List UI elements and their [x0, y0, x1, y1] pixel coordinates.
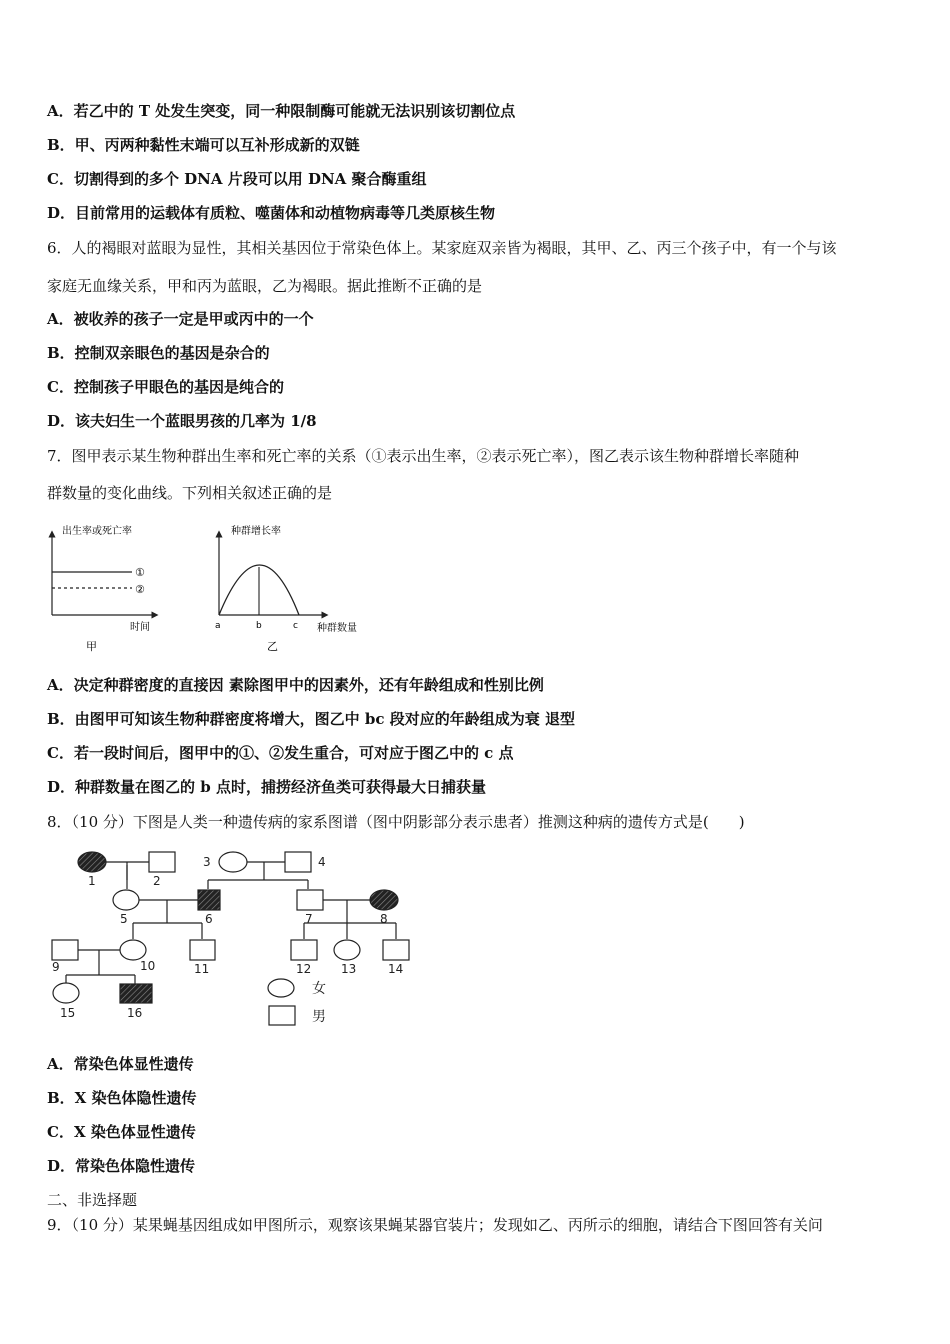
- jia-line1-label: ①: [135, 566, 145, 579]
- q6-stem-line1: 6．人的褐眼对蓝眼为显性，其相关基因位于常染色体上。某家庭双亲皆为褐眼，其甲、乙、丙三个孩子中，有一个与该: [47, 239, 837, 257]
- yi-ylabel: 种群增长率: [231, 526, 281, 537]
- pedigree-chart: [40, 843, 420, 1038]
- q7-option-d: D．种群数量在图乙的 b 点时，捕捞经济鱼类可获得最大日捕获量: [47, 778, 486, 796]
- q6-option-c: C．控制孩子甲眼色的基因是纯合的: [47, 378, 284, 396]
- pedigree-individual-5: [113, 890, 139, 910]
- legend-male-label: 男: [312, 1009, 326, 1025]
- pedigree-individual-10: [120, 940, 146, 960]
- jia-ylabel: 出生率或死亡率: [62, 526, 132, 537]
- pedigree-individual-12: [291, 940, 317, 960]
- q8-stem: 8．（10 分）下图是人类一种遗传病的家系图谱（图中阴影部分表示患者）推测这种病的遗传方式是( ): [47, 813, 745, 831]
- pedigree-label-5: 5: [120, 912, 128, 926]
- pedigree-label-10: 10: [140, 959, 156, 973]
- pedigree-individual-15: [53, 983, 79, 1003]
- q5-option-c: C．切割得到的多个 DNA 片段可以用 DNA 聚合酶重组: [47, 170, 427, 188]
- q6-stem-line2: 家庭无血缘关系，甲和丙为蓝眼，乙为褐眼。据此推断不正确的是: [47, 277, 483, 295]
- pedigree-individual-1: [78, 852, 106, 872]
- pedigree-individual-2: [149, 852, 175, 872]
- figure-yi: [205, 520, 380, 660]
- jia-caption: 甲: [86, 640, 97, 653]
- pedigree-label-7: 7: [305, 912, 313, 926]
- q7-option-b: B．由图甲可知该生物种群密度将增大，图乙中 bc 段对应的年龄组成为衰 退型: [47, 710, 575, 728]
- pedigree-individual-11: [190, 940, 215, 960]
- q8-option-b: B．X 染色体隐性遗传: [47, 1089, 197, 1107]
- legend-male-symbol: [269, 1006, 295, 1025]
- legend-female-label: 女: [312, 981, 326, 997]
- q7-stem-line1: 7．图甲表示某生物种群出生率和死亡率的关系（①表示出生率，②表示死亡率），图乙表示该生物种群增长率随种: [47, 447, 800, 465]
- pedigree-individual-7: [297, 890, 323, 910]
- pedigree-label-1: 1: [88, 874, 96, 888]
- pedigree-individual-13: [334, 940, 360, 960]
- pedigree-individual-4: [285, 852, 311, 872]
- q5-option-a: A．若乙中的 T 处发生突变，同一种限制酶可能就无法识别该切割位点: [47, 102, 516, 120]
- pedigree-individual-14: [383, 940, 409, 960]
- pedigree-label-12: 12: [296, 962, 312, 976]
- q6-option-a: A．被收养的孩子一定是甲或丙中的一个: [47, 310, 314, 328]
- pedigree-individual-3: [219, 852, 247, 872]
- pedigree-individual-6: [198, 890, 220, 910]
- q5-option-d: D．目前常用的运载体有质粒、噬菌体和动植物病毒等几类原核生物: [47, 204, 496, 222]
- pedigree-label-6: 6: [205, 912, 213, 926]
- jia-xlabel: 时间: [130, 622, 150, 633]
- pedigree-label-2: 2: [153, 874, 161, 888]
- pedigree-label-14: 14: [388, 962, 404, 976]
- pedigree-individual-16: [120, 984, 152, 1003]
- q7-option-a: A．决定种群密度的直接因 素除图甲中的因素外，还有年龄组成和性别比例: [47, 676, 544, 694]
- pedigree-label-4: 4: [318, 855, 326, 869]
- figure-jia: [40, 520, 200, 660]
- q6-option-b: B．控制双亲眼色的基因是杂合的: [47, 344, 270, 362]
- q7-stem-line2: 群数量的变化曲线。下列相关叙述正确的是: [47, 484, 333, 502]
- pedigree-label-9: 9: [52, 960, 60, 974]
- jia-line2-label: ②: [135, 583, 145, 596]
- yi-tick-c: c: [293, 621, 298, 631]
- pedigree-label-16: 16: [127, 1006, 143, 1020]
- q7-option-c: C．若一段时间后，图甲中的①、②发生重合，可对应于图乙中的 c 点: [47, 744, 514, 762]
- legend-female-symbol: [268, 979, 294, 997]
- yi-xlabel: 种群数量: [317, 623, 357, 634]
- pedigree-individual-9: [52, 940, 78, 960]
- pedigree-label-13: 13: [341, 962, 357, 976]
- q9-stem-line1: 9．（10 分）某果蝇基因组成如甲图所示，观察该果蝇某器官装片；发现如乙、丙所示的细胞，请结合下图回答有关问: [47, 1216, 823, 1234]
- yi-tick-a: a: [215, 621, 221, 631]
- pedigree-label-11: 11: [194, 962, 210, 976]
- section2-title: 二、非选择题: [47, 1191, 138, 1209]
- q5-option-b: B．甲、丙两种黏性末端可以互补形成新的双链: [47, 136, 360, 154]
- q6-option-d: D．该夫妇生一个蓝眼男孩的几率为 1/8: [47, 412, 317, 430]
- yi-tick-b: b: [256, 621, 262, 631]
- pedigree-individual-8: [370, 890, 398, 910]
- q8-option-a: A．常染色体显性遗传: [47, 1055, 194, 1073]
- pedigree-label-3: 3: [203, 855, 211, 869]
- yi-caption: 乙: [267, 640, 278, 653]
- pedigree-label-8: 8: [380, 912, 388, 926]
- pedigree-label-15: 15: [60, 1006, 76, 1020]
- q8-option-d: D．常染色体隐性遗传: [47, 1157, 196, 1175]
- q8-option-c: C．X 染色体显性遗传: [47, 1123, 196, 1141]
